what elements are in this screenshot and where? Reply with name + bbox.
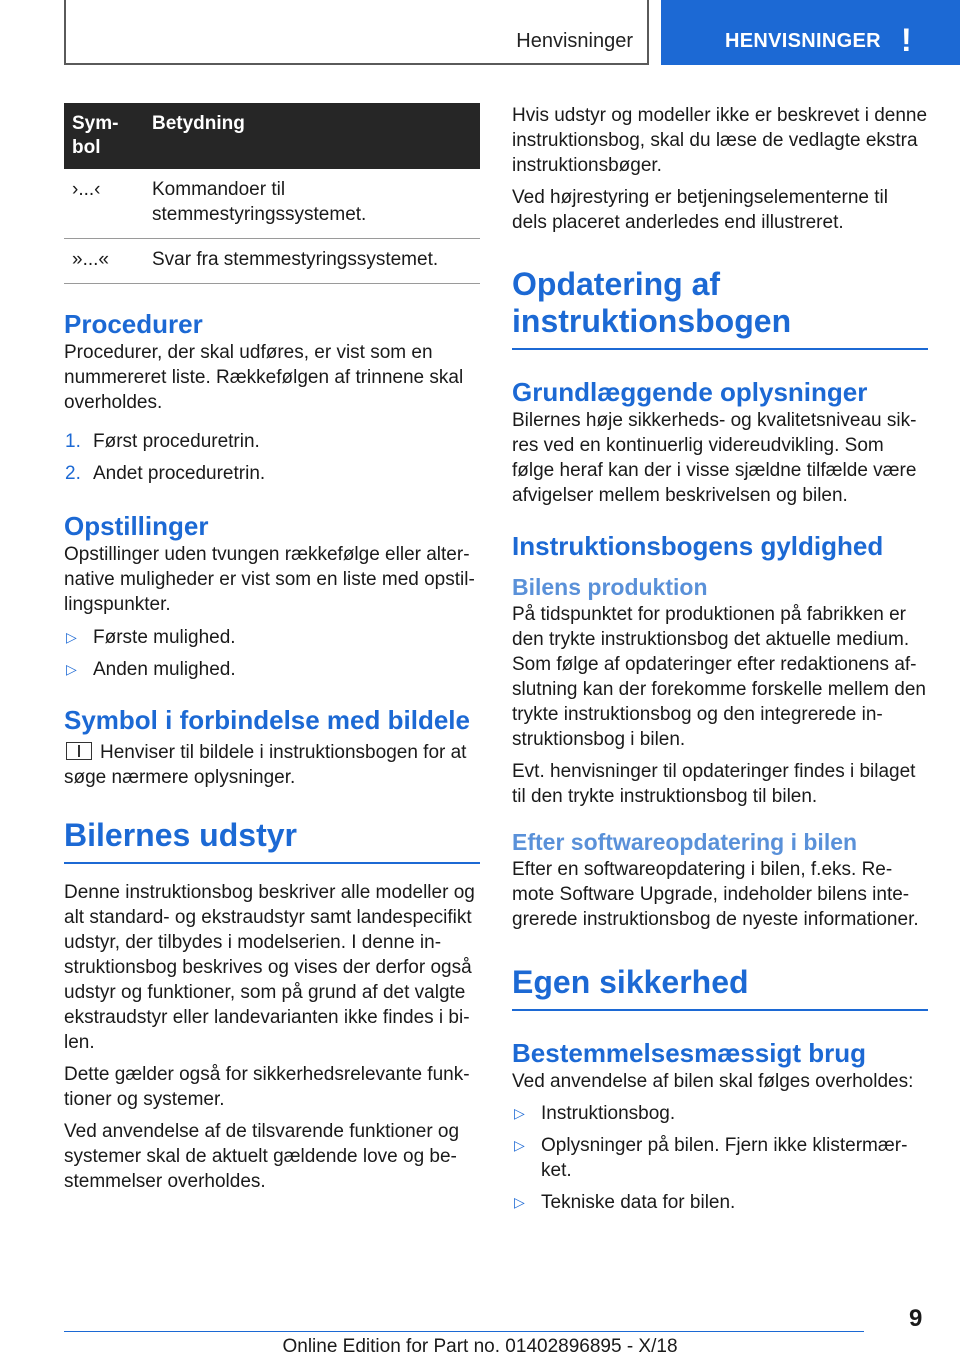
list-item-text: Anden mulighed.	[93, 659, 236, 680]
header-chapter-tab	[661, 0, 960, 65]
equipment-paragraph-5: Ved højrestyring er betjeningselementerne til dels placeret anderledes end illustreret.	[512, 187, 888, 233]
footer-edition-text: Online Edition for Part no. 01402896895 - X/18	[282, 1336, 678, 1357]
basic-info-heading: Grundlæggende oplysninger	[512, 377, 868, 407]
list-item-text: Oplysninger på bilen. Fjern ikke klistermær-ket.	[541, 1135, 908, 1181]
basic-info-text: Bilernes høje sikkerheds- og kvalitetsniveau sik-res ved en kontinuerlig videreudvikling. Som følge heraf kan der i visse sjældne tilfælde være afvigelser mellem beskrivelsen og bilen.	[512, 410, 917, 506]
software-update-text: Efter en softwareopdatering i bilen, f.eks. Re-mote Software Upgrade, indeholder bilens inte-grerede instruktionsbog de nyeste informationer.	[512, 859, 919, 930]
list-item	[512, 1133, 928, 1183]
table-row	[64, 239, 480, 284]
intended-use-heading: Bestemmelsesmæssigt brug	[512, 1038, 867, 1068]
list-item-text: Først proceduretrin.	[93, 431, 260, 452]
equipment-heading: Bilernes udstyr	[64, 817, 480, 864]
list-item-text: Første mulighed.	[93, 627, 236, 648]
list-item	[512, 1190, 928, 1215]
list-item-text: Instruktionsbog.	[541, 1103, 676, 1124]
procedures-text: Procedurer, der skal udføres, er vist som en nummereret liste. Rækkefølgen af trinnene skal overholdes.	[64, 342, 464, 413]
options-text: Opstillinger uden tvungen rækkefølge eller alter-native muligheder er vist som en liste med opstil-lingspunkter.	[64, 544, 475, 615]
triangle-bullet-icon: ▷	[514, 1105, 525, 1121]
table-cell-meaning: Kommandoer til stemmestyringssystemet.	[144, 169, 480, 239]
exclamation-icon: !	[901, 22, 912, 58]
list-number: 2.	[65, 463, 81, 484]
production-paragraph-2: Evt. henvisninger til opdateringer findes i bilaget til den trykte instruktionsbog til bilen.	[512, 761, 916, 807]
list-number: 1.	[65, 431, 81, 452]
list-item-text: Andet proceduretrin.	[93, 463, 266, 484]
symbol-heading: Symbol i forbindelse med bildele	[64, 705, 470, 735]
equipment-paragraph-1: Denne instruktionsbog beskriver alle modeller og alt standard- og ekstraudstyr samt landespecifikt udstyr, der tilbydes i modelserien. I denne in-struktionsbog beskrives og vises der derfor også udstyr og funktioner, som på grund af det valgte ekstraudstyr eller landevarianten ikke findes i bi-len.	[64, 882, 475, 1053]
right-column	[512, 103, 928, 1222]
header-chapter-title: HENVISNINGER	[725, 30, 881, 52]
header-section-box	[64, 0, 649, 65]
list-item	[64, 461, 480, 486]
table-cell-symbol: »...«	[64, 239, 144, 284]
triangle-bullet-icon: ▷	[514, 1137, 525, 1153]
triangle-bullet-icon: ▷	[66, 629, 77, 645]
validity-heading: Instruktionsbogens gyldighed	[512, 531, 884, 561]
table-header-symbol: Sym- bol	[64, 103, 144, 169]
list-item	[512, 1101, 928, 1126]
equipment-paragraph-4: Hvis udstyr og modeller ikke er beskrevet i denne instruktionsbog, skal du læse de vedlagte ekstra instruktionsbøger.	[512, 105, 928, 176]
list-item-text: Tekniske data for bilen.	[541, 1192, 736, 1213]
triangle-bullet-icon: ▷	[514, 1194, 525, 1210]
table-header-row	[64, 103, 480, 169]
header-section-title: Henvisninger	[516, 30, 633, 52]
table-cell-meaning: Svar fra stemmestyringssystemet.	[144, 239, 480, 284]
page-number: 9	[909, 1305, 923, 1332]
symbol-text	[64, 740, 480, 790]
update-heading: Opdatering af instruktionsbogen	[512, 266, 928, 350]
equipment-paragraph-2: Dette gælder også for sikkerhedsrelevante funk-tioner og systemer.	[64, 1064, 470, 1110]
list-item	[64, 429, 480, 454]
equipment-paragraph-3: Ved anvendelse af de tilsvarende funktioner og systemer skal de aktuelt gældende love og be-stemmelser overholdes.	[64, 1121, 460, 1192]
left-column	[64, 103, 480, 1201]
options-heading: Opstillinger	[64, 511, 209, 541]
table-header-meaning: Betydning	[144, 103, 480, 169]
table-row	[64, 169, 480, 239]
symbol-table	[64, 103, 480, 284]
procedures-heading: Procedurer	[64, 309, 203, 339]
list-item	[64, 657, 480, 682]
footer-divider	[64, 1331, 864, 1332]
safety-heading: Egen sikkerhed	[512, 964, 928, 1011]
intended-use-text: Ved anvendelse af bilen skal følges overholdes:	[512, 1071, 914, 1092]
triangle-bullet-icon: ▷	[66, 661, 77, 677]
list-item	[64, 625, 480, 650]
production-heading: Bilens produktion	[512, 574, 708, 600]
book-icon	[66, 742, 92, 760]
symbol-text-content: Henviser til bildele i instruktionsbogen for at søge nærmere oplysninger.	[64, 742, 467, 788]
software-update-heading: Efter softwareopdatering i bilen	[512, 829, 858, 855]
table-cell-symbol: ›...‹	[64, 169, 144, 239]
production-paragraph-1: På tidspunktet for produktionen på fabrikken er den trykte instruktionsbog det aktuelle medium. Som følge af opdateringer efter redaktionens af-slutning kan der forekomme forskelle mellem den trykte instruktionsbog og den integrerede in-struktionsbog i bilen.	[512, 604, 926, 750]
